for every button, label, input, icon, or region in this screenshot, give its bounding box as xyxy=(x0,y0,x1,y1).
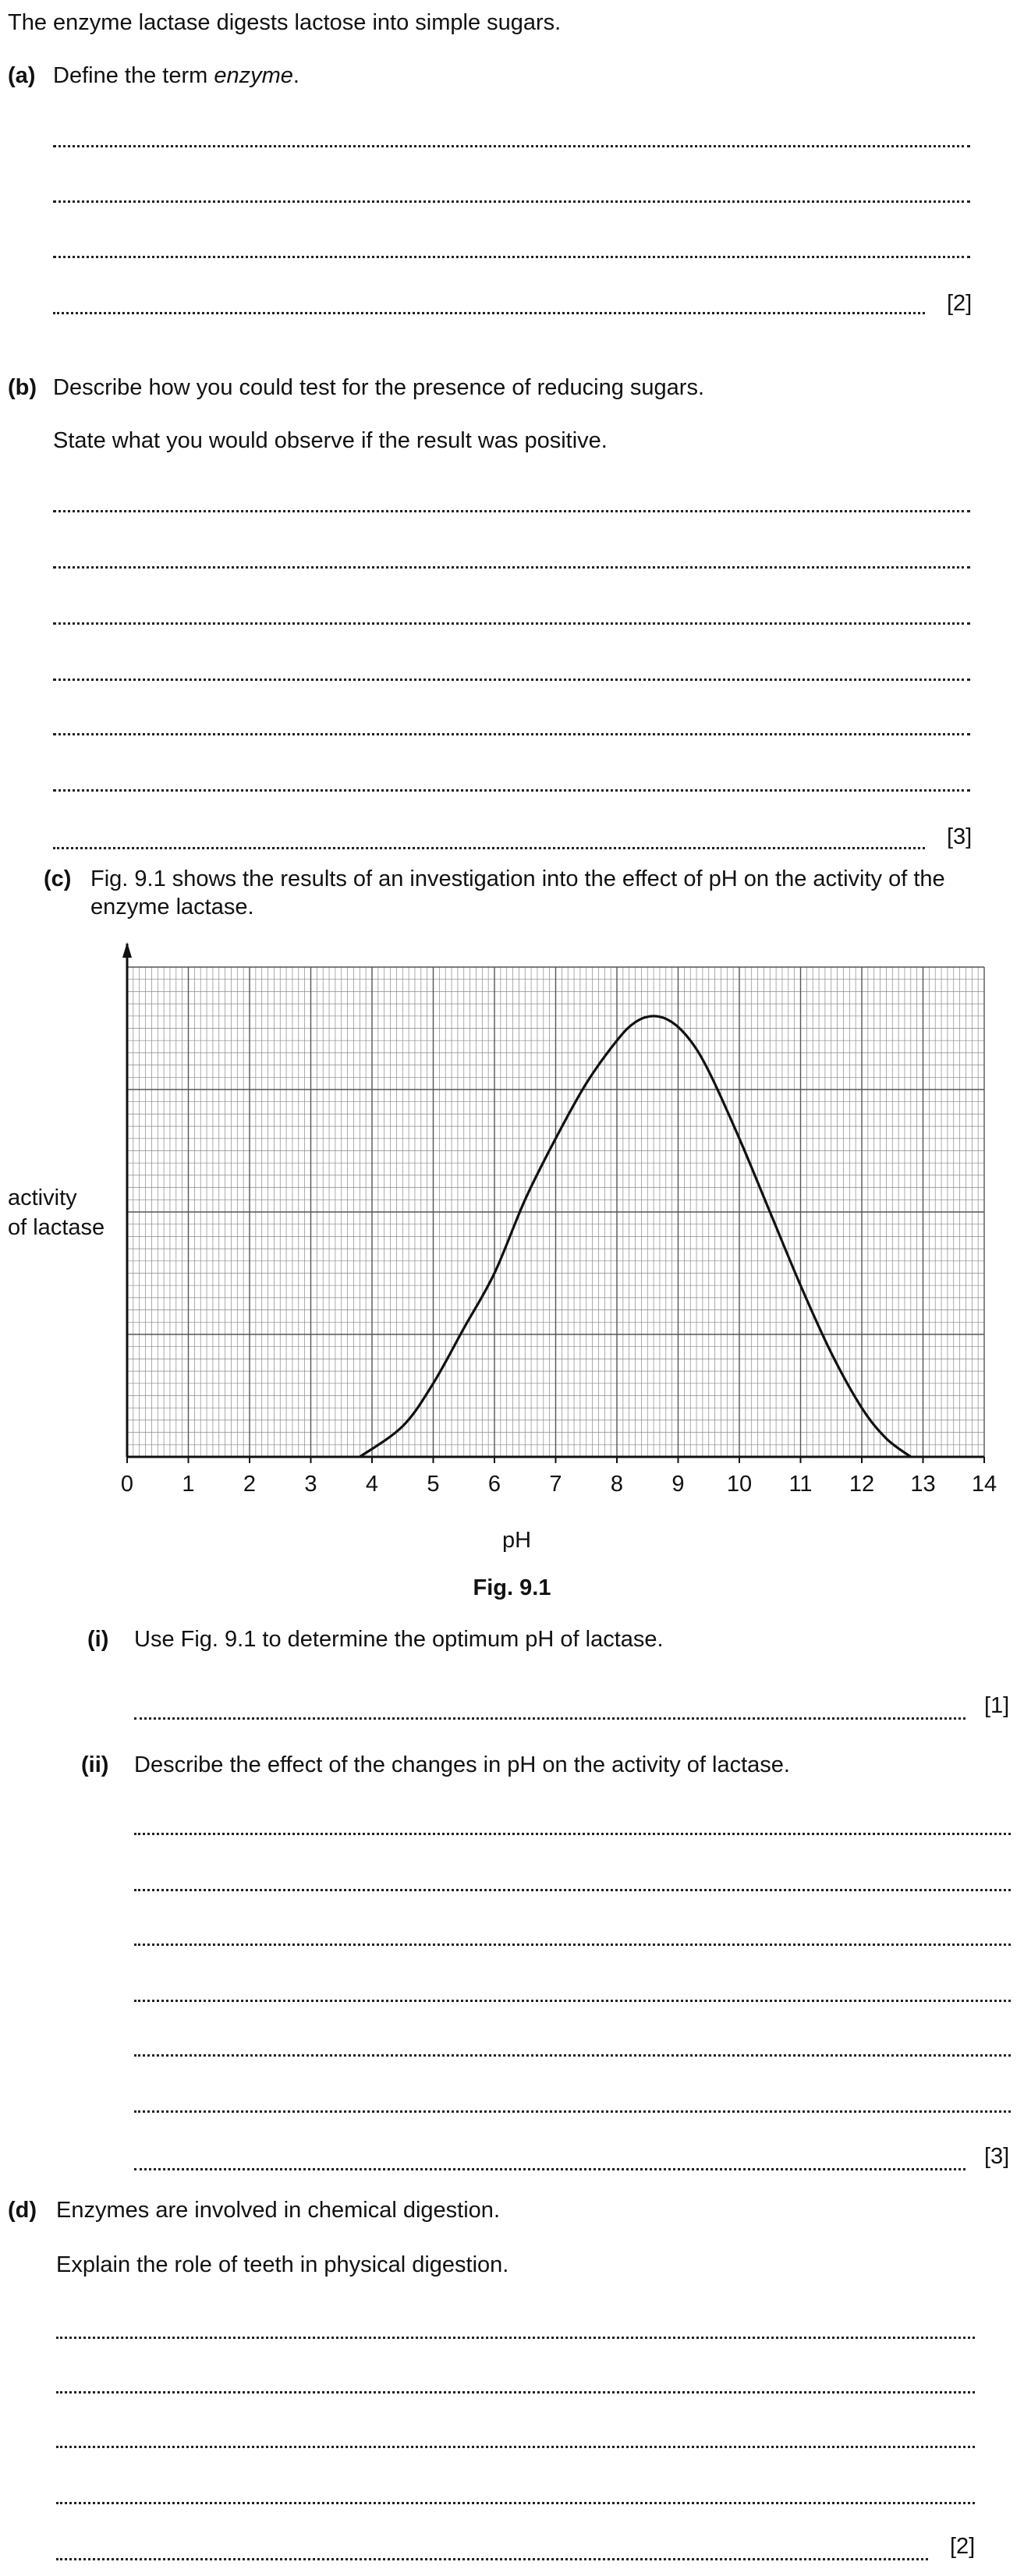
answer-line-b5[interactable] xyxy=(53,733,970,735)
part-c-line2: enzyme lactase. xyxy=(90,895,254,919)
part-c-ii-text: Describe the effect of the changes in pH on the activity of lactase. xyxy=(134,1752,790,1777)
x-tick-label: 3 xyxy=(304,1472,317,1497)
answer-line-a2[interactable] xyxy=(53,200,970,203)
part-a-marks: [2] xyxy=(947,291,973,316)
answer-line-c-ii-2[interactable] xyxy=(134,1889,1011,1891)
y-axis-arrowhead-icon xyxy=(122,942,132,958)
part-b-marks: [3] xyxy=(947,824,973,849)
x-tick-label: 7 xyxy=(549,1472,562,1497)
answer-line-c-ii-6[interactable] xyxy=(134,2110,1011,2113)
part-a-text-after: . xyxy=(292,63,299,88)
x-tick-label: 1 xyxy=(182,1472,195,1497)
answer-line-d4[interactable] xyxy=(56,2502,975,2504)
part-a-question xyxy=(53,62,299,89)
answer-line-b2[interactable] xyxy=(53,566,970,569)
part-c-i-text: Use Fig. 9.1 to determine the optimum pH of lactase. xyxy=(134,1627,664,1652)
x-tick-label: 12 xyxy=(849,1472,875,1497)
part-c-ii-label: (ii) xyxy=(81,1752,109,1777)
part-c-label: (c) xyxy=(44,866,72,891)
part-b-line1: Describe how you could test for the presence of reducing sugars. xyxy=(53,375,705,400)
part-c-line1: Fig. 9.1 shows the results of an investigation into the effect of pH on the activity of the xyxy=(90,866,945,891)
answer-line-c-ii-7[interactable] xyxy=(134,2168,966,2170)
x-tick-label: 6 xyxy=(487,1472,501,1497)
part-a-term-enzyme: enzyme xyxy=(214,63,293,88)
answer-line-d3[interactable] xyxy=(56,2446,975,2448)
answer-line-c-ii-5[interactable] xyxy=(134,2054,1011,2057)
answer-line-a4[interactable] xyxy=(53,312,925,314)
part-d-line1: Enzymes are involved in chemical digestion. xyxy=(56,2198,500,2223)
x-tick-label: 2 xyxy=(243,1472,257,1497)
part-b-line2: State what you would observe if the result was positive. xyxy=(53,428,608,453)
chart-axis-labels xyxy=(8,1185,531,1553)
answer-line-c-ii-4[interactable] xyxy=(134,2000,1011,2002)
intro-text: The enzyme lactase digests lactose into simple sugars. xyxy=(8,10,562,35)
figure-caption: Fig. 9.1 xyxy=(473,1575,551,1600)
answer-line-a3[interactable] xyxy=(53,256,970,258)
answer-line-c-ii-3[interactable] xyxy=(134,1944,1011,1946)
x-tick-label: 4 xyxy=(365,1472,379,1497)
answer-line-b1[interactable] xyxy=(53,510,970,512)
x-tick-label: 5 xyxy=(427,1472,440,1497)
answer-line-b6[interactable] xyxy=(53,789,970,792)
part-d-line2: Explain the role of teeth in physical digestion. xyxy=(56,2252,509,2277)
answer-line-b4[interactable] xyxy=(53,679,970,681)
part-a-text-before: Define the term xyxy=(53,63,214,88)
part-a-label: (a) xyxy=(8,63,36,88)
part-c-i-label: (i) xyxy=(87,1627,109,1652)
answer-line-b7[interactable] xyxy=(53,847,925,849)
x-tick-label: 11 xyxy=(788,1472,813,1497)
answer-line-d1[interactable] xyxy=(56,2337,975,2339)
part-c-i-marks: [1] xyxy=(984,1693,1010,1718)
answer-line-b3[interactable] xyxy=(53,622,970,625)
answer-line-c-ii-1[interactable] xyxy=(134,1833,1011,1835)
y-axis-label-line2: of lactase xyxy=(8,1215,105,1240)
part-b-label: (b) xyxy=(8,375,37,400)
x-tick-label: 0 xyxy=(120,1472,134,1497)
x-tick-label: 13 xyxy=(910,1472,936,1497)
x-tick-label: 8 xyxy=(610,1472,624,1497)
chart-x-tick-labels xyxy=(121,1457,997,1497)
part-d-label: (d) xyxy=(8,2198,37,2223)
answer-line-d5[interactable] xyxy=(56,2558,928,2560)
part-c-ii-marks: [3] xyxy=(984,2144,1010,2169)
answer-line-a1[interactable] xyxy=(53,145,970,147)
activity-vs-ph-chart xyxy=(0,932,1024,1579)
x-axis-label: pH xyxy=(501,1528,532,1553)
part-d-marks: [2] xyxy=(950,2534,976,2559)
y-axis-label-line1: activity xyxy=(8,1185,77,1210)
x-tick-label: 14 xyxy=(971,1472,997,1497)
answer-line-c-i[interactable] xyxy=(134,1717,966,1720)
x-tick-label: 9 xyxy=(671,1472,685,1497)
answer-line-d2[interactable] xyxy=(56,2391,975,2394)
x-tick-label: 10 xyxy=(726,1472,753,1497)
